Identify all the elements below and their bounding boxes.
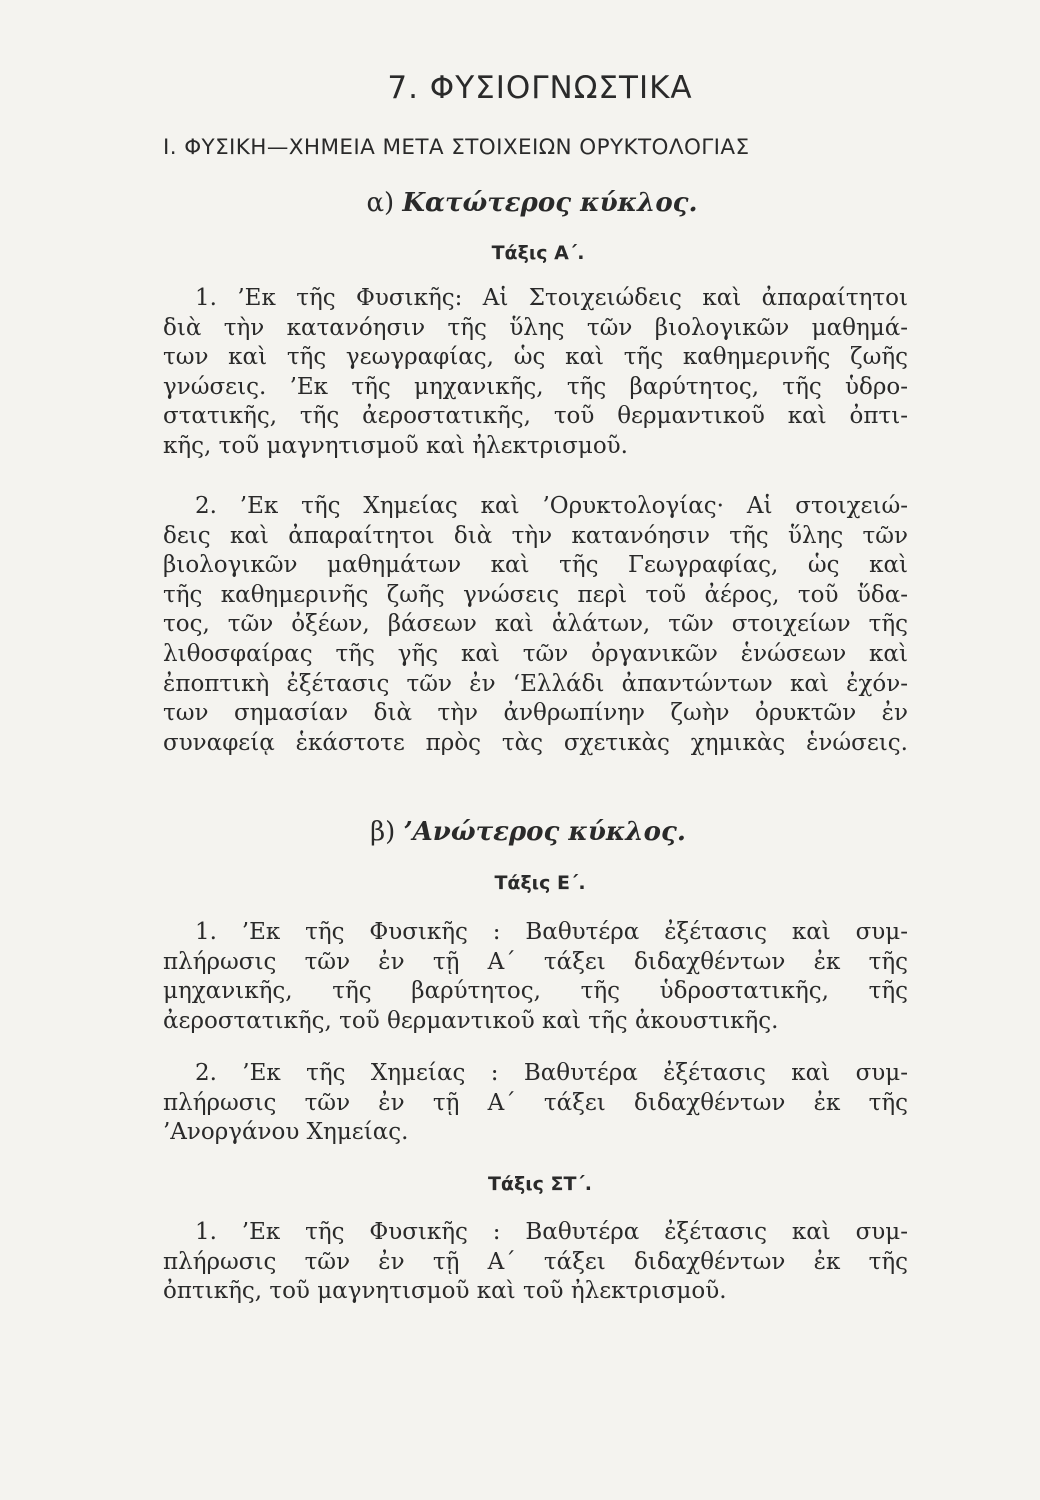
paragraph-line: 2. ’Εκ τῆς Χημείας καὶ ’Ορυκτολογίας· Αἱ στοιχειώ-	[195, 493, 908, 519]
cycle-a-heading	[12, 188, 1040, 218]
paragraph-line: ’Ανοργάνου Χημείας.	[163, 1119, 409, 1146]
paragraph-a1	[163, 284, 908, 462]
cycle-b-heading	[8, 817, 1040, 847]
paragraph-line: συναφείᾳ ἑκάστοτε πρὸς τὰς σχετικὰς χημικὰς ἑνώσεις.	[163, 729, 908, 756]
paragraph-line: των σημασίαν διὰ τὴν ἀνθρωπίνην ζωὴν ὀρυκτῶν ἐν	[163, 700, 908, 727]
paragraph-line: τῆς καθημερινῆς ζωῆς γνώσεις περὶ τοῦ ἀέρος, τοῦ ὕδα-	[163, 581, 908, 608]
paragraph-line: δεις καὶ ἀπαραίτητοι διὰ τὴν κατανόησιν τῆς ὕλης τῶν	[163, 522, 908, 549]
paragraph-line: ἐποπτικὴ ἐξέτασις τῶν ἐν ‘Ελλάδι ἀπαντώντων καὶ ἐχόν-	[163, 670, 908, 697]
paragraph-line: πλήρωσις τῶν ἐν τῇ Α΄ τάξει διδαχθέντων ἐκ τῆς	[163, 948, 908, 975]
paragraph-line: μηχανικῆς, τῆς βαρύτητος, τῆς ὑδροστατικῆς, τῆς	[163, 978, 908, 1005]
cycle-b-label: β)	[370, 817, 396, 847]
paragraph-line: γνώσεις. ’Εκ τῆς μηχανικῆς, τῆς βαρύτητος, τῆς ὑδρο-	[163, 373, 908, 400]
paragraph-line: πλήρωσις τῶν ἐν τῇ Α΄ τάξει διδαχθέντων ἐκ τῆς	[163, 1248, 908, 1275]
paragraph-line: ἀεροστατικῆς, τοῦ θερμαντικοῦ καὶ τῆς ἀκουστικῆς.	[163, 1007, 779, 1034]
chapter-title: 7. ΦΥΣΙΟΓΝΩΣΤΙΚΑ	[387, 70, 693, 106]
paragraph-line: στατικῆς, τῆς ἀεροστατικῆς, τοῦ θερμαντικοῦ καὶ ὀπτι-	[163, 403, 908, 430]
paragraph-line: βιολογικῶν μαθημάτων καὶ τῆς Γεωγραφίας, ὡς καὶ	[163, 552, 908, 579]
paragraph-a2	[163, 492, 908, 758]
section-title: I. ΦΥΣΙΚΗ—ΧΗΜΕΙΑ ΜΕΤΑ ΣΤΟΙΧΕΙΩΝ ΟΡΥΚΤΟΛΟΓΙΑΣ	[163, 135, 750, 160]
paragraph-line: 1. ’Εκ τῆς Φυσικῆς : Βαθυτέρα ἐξέτασις καὶ συμ-	[195, 919, 908, 945]
paragraph-line: διὰ τὴν κατανόησιν τῆς ὕλης τῶν βιολογικῶν μαθημά-	[163, 314, 908, 341]
cycle-a-label: α)	[366, 188, 395, 218]
paragraph-line: κῆς, τοῦ μαγνητισμοῦ καὶ ἠλεκτρισμοῦ.	[163, 432, 628, 459]
taxis-st-heading: Τάξις ΣΤ΄.	[487, 1173, 593, 1195]
paragraph-line: 2. ’Εκ τῆς Χημείας : Βαθυτέρα ἐξέτασις καὶ συμ-	[195, 1060, 908, 1086]
paragraph-line: των καὶ τῆς γεωγραφίας, ὡς καὶ τῆς καθημερινῆς ζωῆς	[163, 344, 908, 371]
paragraph-e1	[163, 918, 908, 1036]
paragraph-line: 1. ’Εκ τῆς Φυσικῆς: Αἱ Στοιχειώδεις καὶ ἀπαραίτητοι	[195, 285, 908, 311]
paragraph-e2	[163, 1059, 908, 1148]
cycle-a-title: Κατώτερος κύκλος.	[402, 188, 698, 218]
taxis-a-heading: Τάξις Α΄.	[491, 242, 585, 264]
cycle-b-title: ’Ανώτερος κύκλος.	[403, 817, 686, 847]
paragraph-st1	[163, 1218, 908, 1307]
paragraph-line: λιθοσφαίρας τῆς γῆς καὶ τῶν ὀργανικῶν ἑνώσεων καὶ	[163, 640, 908, 667]
taxis-e-heading: Τάξις Ε΄.	[494, 872, 586, 894]
paragraph-line: τος, τῶν ὀξέων, βάσεων καὶ ἁλάτων, τῶν στοιχείων τῆς	[163, 611, 908, 638]
paragraph-line: πλήρωσις τῶν ἐν τῇ Α΄ τάξει διδαχθέντων ἐκ τῆς	[163, 1089, 908, 1116]
paragraph-line: 1. ’Εκ τῆς Φυσικῆς : Βαθυτέρα ἐξέτασις καὶ συμ-	[195, 1219, 908, 1245]
paragraph-line: ὀπτικῆς, τοῦ μαγνητισμοῦ καὶ τοῦ ἠλεκτρισμοῦ.	[163, 1278, 727, 1305]
